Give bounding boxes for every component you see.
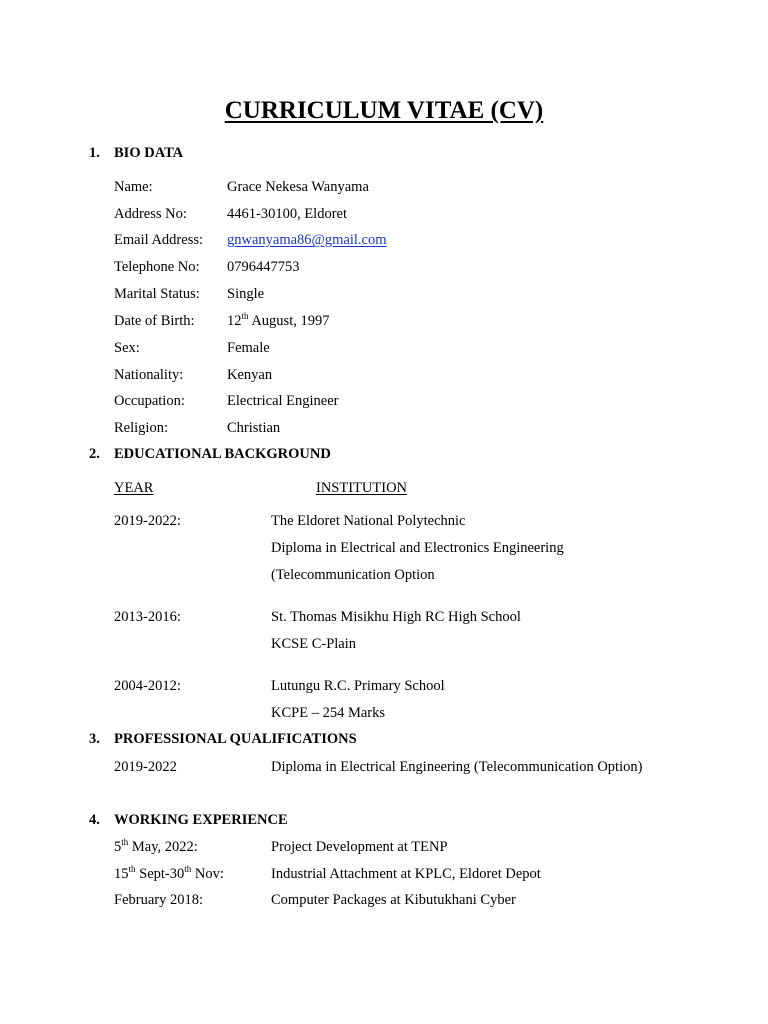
education-year-1: 2019-2022: [114, 513, 181, 529]
experience-desc-3: Computer Packages at Kibutukhani Cyber [271, 892, 516, 908]
education-institution-1: The Eldoret National Polytechnic [271, 513, 466, 529]
email-link[interactable]: gnwanyama86@gmail.com [227, 232, 387, 248]
phone-value: 0796447753 [227, 259, 300, 275]
education-institution-2: St. Thomas Misikhu High RC High School [271, 609, 521, 625]
marital-value: Single [227, 286, 265, 302]
education-grade-3: KCPE – 254 Marks [271, 705, 385, 721]
section-heading-professional: PROFESSIONAL QUALIFICATIONS [114, 731, 357, 747]
marital-label: Marital Status: [114, 286, 200, 302]
dob-label: Date of Birth: [114, 313, 195, 329]
phone-label: Telephone No: [114, 259, 200, 275]
education-year-2: 2013-2016: [114, 609, 181, 625]
sex-label: Sex: [114, 340, 140, 356]
section-heading-experience: WORKING EXPERIENCE [114, 812, 288, 828]
email-label: Email Address: [114, 232, 204, 248]
experience-desc-1: Project Development at TENP [271, 839, 448, 855]
religion-value: Christian [227, 420, 281, 436]
education-option-1: (Telecommunication Option [271, 567, 435, 583]
occupation-value: Electrical Engineer [227, 393, 339, 409]
experience-desc-2: Industrial Attachment at KPLC, Eldoret Depot [271, 866, 541, 882]
education-grade-2: KCSE C-Plain [271, 636, 356, 652]
section-number-education: 2. [89, 446, 100, 462]
experience-date-2: 15th Sept-30th Nov: [114, 864, 224, 882]
education-course-1: Diploma in Electrical and Electronics Engineering [271, 540, 564, 556]
address-label: Address No: [114, 206, 187, 222]
education-institution-3: Lutungu R.C. Primary School [271, 678, 445, 694]
address-value: 4461-30100, Eldoret [227, 206, 348, 222]
experience-date-1: 5th May, 2022: [114, 837, 198, 855]
section-number-professional: 3. [89, 731, 100, 747]
education-year-3: 2004-2012: [114, 678, 181, 694]
section-heading-bio: BIO DATA [114, 145, 184, 161]
religion-label: Religion: [114, 420, 168, 436]
year-column-header: YEAR [114, 480, 154, 496]
section-number-bio: 1. [89, 145, 100, 161]
nationality-value: Kenyan [227, 367, 273, 383]
section-number-experience: 4. [89, 812, 100, 828]
institution-column-header: INSTITUTION [316, 480, 408, 496]
professional-desc-1: Diploma in Electrical Engineering (Telecommunication Option) [271, 759, 643, 775]
name-value: Grace Nekesa Wanyama [227, 179, 369, 195]
section-heading-education: EDUCATIONAL BACKGROUND [114, 446, 331, 462]
professional-year-1: 2019-2022 [114, 759, 177, 775]
dob-value: 12th August, 1997 [227, 311, 330, 329]
experience-date-3: February 2018: [114, 892, 203, 908]
sex-value: Female [227, 340, 270, 356]
occupation-label: Occupation: [114, 393, 185, 409]
document-title: CURRICULUM VITAE (CV) [224, 97, 544, 124]
nationality-label: Nationality: [114, 367, 184, 383]
name-label: Name: [114, 179, 153, 195]
